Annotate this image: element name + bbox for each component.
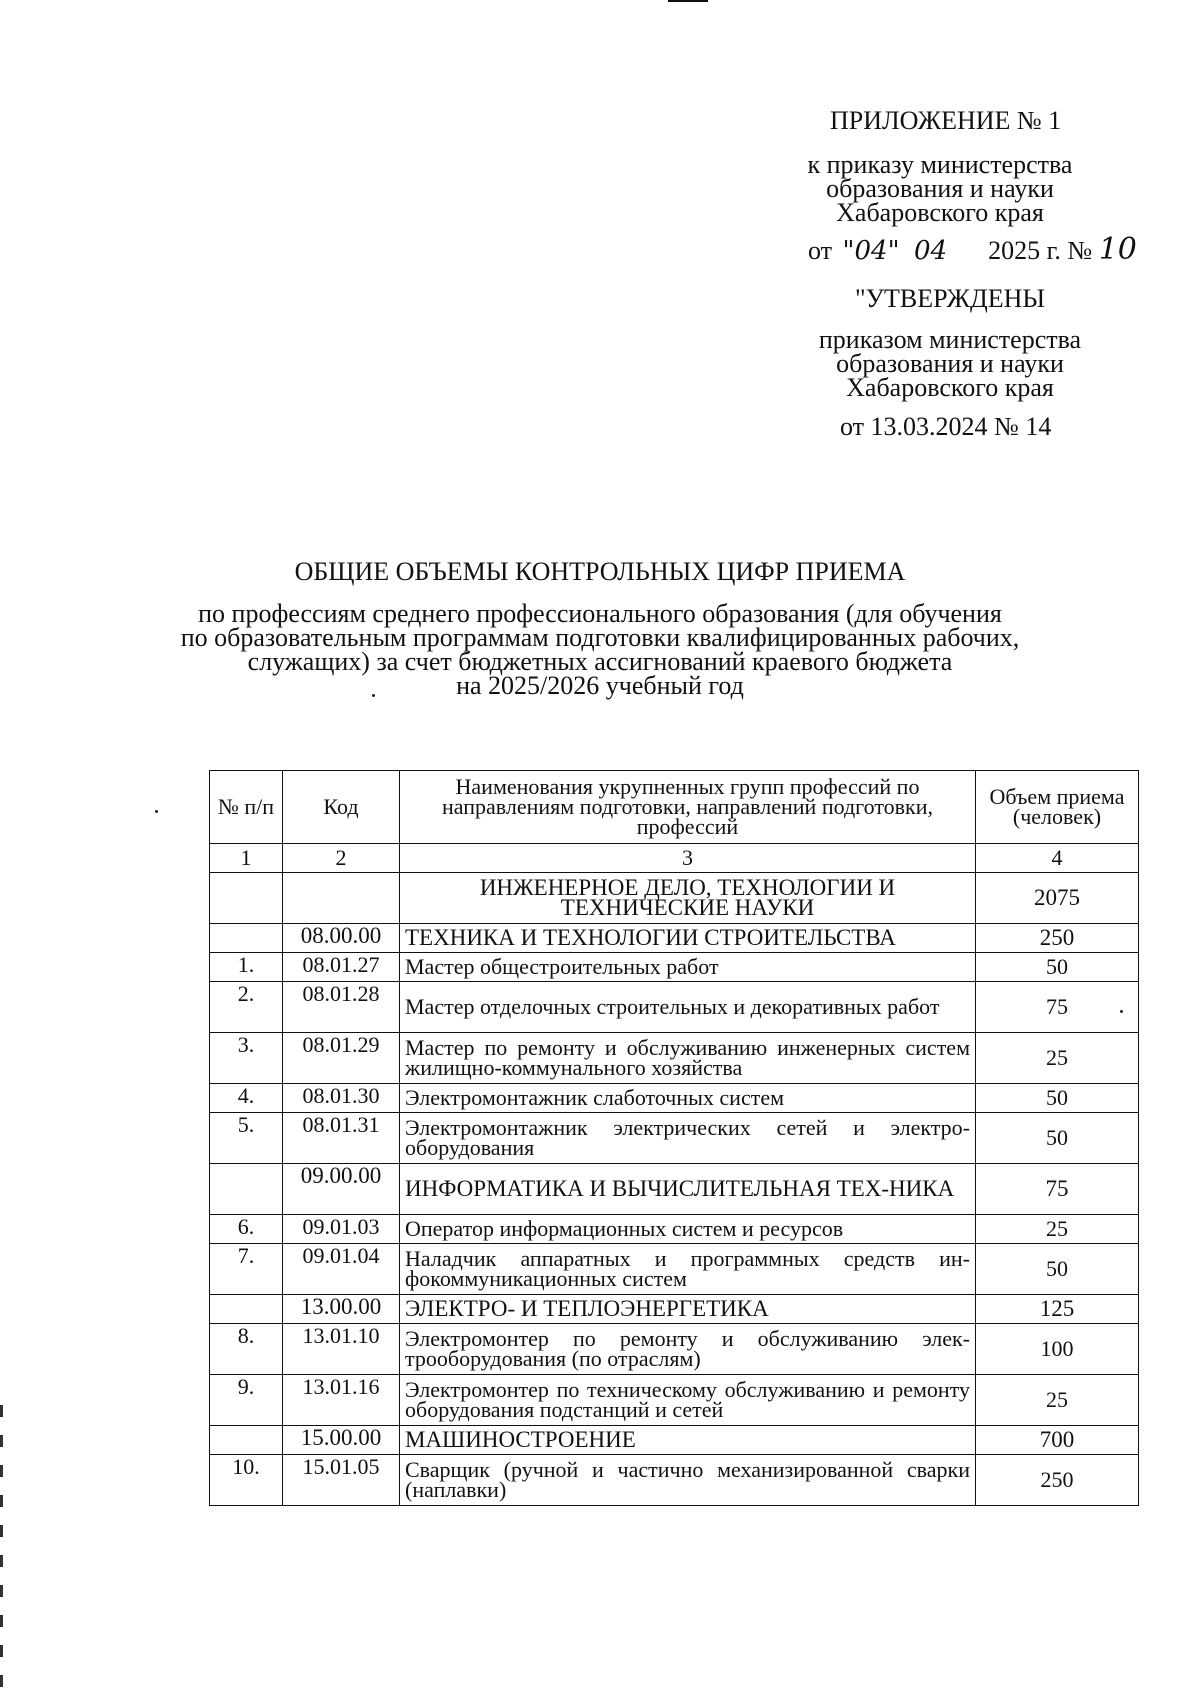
row-name: ЭЛЕКТРО- И ТЕПЛОЭНЕРГЕТИКА bbox=[400, 1295, 976, 1324]
row-name: ИНФОРМАТИКА И ВЫЧИСЛИТЕЛЬНАЯ ТЕХ-НИКА bbox=[400, 1164, 976, 1215]
approved-date: от 13.03.2024 № 14 bbox=[840, 412, 1052, 441]
row-volume: 50 bbox=[976, 1113, 1139, 1164]
row-number: 4. bbox=[210, 1084, 283, 1113]
row-code: 13.00.00 bbox=[283, 1295, 400, 1324]
row-name: Мастер общестроительных работ bbox=[400, 953, 976, 982]
column-number: 3 bbox=[400, 844, 976, 873]
control-figures-table bbox=[209, 770, 1139, 1506]
row-name: МАШИНОСТРОЕНИЕ bbox=[400, 1426, 976, 1455]
row-code: 09.01.04 bbox=[283, 1244, 400, 1295]
row-volume: 250 bbox=[976, 1455, 1139, 1506]
order-day-handwritten: "04" bbox=[842, 236, 900, 266]
table-row bbox=[210, 1113, 1139, 1164]
row-number: 1. bbox=[210, 953, 283, 982]
column-number-row bbox=[210, 844, 1139, 873]
row-name: Сварщик (ручной и частично механизированной сварки (наплавки) bbox=[400, 1455, 976, 1506]
row-name: Электромонтажник слаботочных систем bbox=[400, 1084, 976, 1113]
table-row bbox=[210, 1295, 1139, 1324]
row-number bbox=[210, 873, 283, 924]
appendix-title: ПРИЛОЖЕНИЕ № 1 bbox=[830, 106, 1062, 135]
header-volume: Объем приема (человек) bbox=[976, 771, 1139, 844]
row-name: Электромонтер по техническому обслуживанию и ремонту оборудования подстанций и сетей bbox=[400, 1375, 976, 1426]
row-volume: 100 bbox=[976, 1324, 1139, 1375]
table-row bbox=[210, 873, 1139, 924]
table-row bbox=[210, 1033, 1139, 1084]
row-volume: 50 bbox=[976, 1084, 1139, 1113]
row-code: 08.00.00 bbox=[283, 924, 400, 953]
row-code: 13.01.16 bbox=[283, 1375, 400, 1426]
row-number: 7. bbox=[210, 1244, 283, 1295]
row-number: 5. bbox=[210, 1113, 283, 1164]
appendix-line: Хабаровского края bbox=[836, 198, 1044, 227]
order-prefix: от bbox=[808, 236, 833, 265]
order-date-line bbox=[808, 232, 1137, 267]
column-number: 2 bbox=[283, 844, 400, 873]
row-number: 2. bbox=[210, 982, 283, 1033]
row-code: 13.01.10 bbox=[283, 1324, 400, 1375]
document-title-main: ОБЩИЕ ОБЪЕМЫ КОНТРОЛЬНЫХ ЦИФР ПРИЕМА bbox=[294, 557, 906, 586]
table-row bbox=[210, 1375, 1139, 1426]
table-row bbox=[210, 982, 1139, 1033]
approved-title: "УТВЕРЖДЕНЫ bbox=[855, 284, 1046, 313]
row-volume: 2075 bbox=[976, 873, 1139, 924]
row-code: 08.01.31 bbox=[283, 1113, 400, 1164]
row-number: 9. bbox=[210, 1375, 283, 1426]
row-code: 08.01.30 bbox=[283, 1084, 400, 1113]
row-code: 09.01.03 bbox=[283, 1215, 400, 1244]
appendix-reference bbox=[790, 150, 1090, 227]
order-month-handwritten: 04 bbox=[914, 236, 948, 266]
approved-reference bbox=[800, 325, 1100, 402]
row-name: Наладчик аппаратных и программных средств ин-фокоммуникационных систем bbox=[400, 1244, 976, 1295]
table-row bbox=[210, 1084, 1139, 1113]
row-volume: 50 bbox=[976, 1244, 1139, 1295]
scan-speck bbox=[372, 694, 375, 697]
approved-line: образования и науки bbox=[836, 349, 1064, 378]
document-title-line: на 2025/2026 учебный год bbox=[456, 671, 744, 700]
table-row bbox=[210, 1426, 1139, 1455]
appendix-line: к приказу министерства bbox=[807, 150, 1073, 179]
row-number bbox=[210, 1164, 283, 1215]
row-number bbox=[210, 1426, 283, 1455]
appendix-line: образования и науки bbox=[826, 174, 1054, 203]
row-volume: 75 bbox=[976, 1164, 1139, 1215]
row-number: 3. bbox=[210, 1033, 283, 1084]
table-row bbox=[210, 1164, 1139, 1215]
document-title bbox=[160, 557, 1040, 700]
order-year: 2025 г. № bbox=[988, 236, 1093, 265]
row-volume: 250 bbox=[976, 924, 1139, 953]
top-edge-mark bbox=[668, 0, 708, 2]
document-title-line: по образовательным программам подготовки квалифицированных рабочих, bbox=[180, 623, 1020, 652]
row-volume: 75 bbox=[976, 982, 1139, 1033]
row-name: Электромонтер по ремонту и обслуживанию элек-трооборудования (по отраслям) bbox=[400, 1324, 976, 1375]
row-name: Мастер отделочных строительных и декоративных работ bbox=[400, 982, 976, 1033]
row-name: Электромонтажник электрических сетей и электро-оборудования bbox=[400, 1113, 976, 1164]
column-number: 1 bbox=[210, 844, 283, 873]
row-name: ТЕХНИКА И ТЕХНОЛОГИИ СТРОИТЕЛЬСТВА bbox=[400, 924, 976, 953]
header-code: Код bbox=[283, 771, 400, 844]
table-row bbox=[210, 924, 1139, 953]
row-code: 08.01.29 bbox=[283, 1033, 400, 1084]
row-number bbox=[210, 924, 283, 953]
row-code: 08.01.27 bbox=[283, 953, 400, 982]
row-name: ИНЖЕНЕРНОЕ ДЕЛО, ТЕХНОЛОГИИ И ТЕХНИЧЕСКИЕ НАУКИ bbox=[400, 873, 976, 924]
table-row bbox=[210, 1324, 1139, 1375]
row-volume: 50 bbox=[976, 953, 1139, 982]
row-number: 6. bbox=[210, 1215, 283, 1244]
table-row bbox=[210, 953, 1139, 982]
row-number bbox=[210, 1295, 283, 1324]
scan-speck bbox=[155, 810, 158, 813]
document-title-line: служащих) за счет бюджетных ассигнований краевого бюджета bbox=[247, 647, 953, 676]
row-volume: 25 bbox=[976, 1215, 1139, 1244]
row-volume: 25 bbox=[976, 1375, 1139, 1426]
header-num: № п/п bbox=[210, 771, 283, 844]
row-volume: 125 bbox=[976, 1295, 1139, 1324]
table-row bbox=[210, 1244, 1139, 1295]
row-name: Мастер по ремонту и обслуживанию инженерных систем жилищно-коммунального хозяйства bbox=[400, 1033, 976, 1084]
approved-line: Хабаровского края bbox=[846, 373, 1054, 402]
left-edge-marks bbox=[0, 1405, 3, 1705]
row-volume: 25 bbox=[976, 1033, 1139, 1084]
row-code bbox=[283, 873, 400, 924]
document-title-line: по профессиям среднего профессионального образования (для обучения bbox=[198, 599, 1002, 628]
table-header-row bbox=[210, 771, 1139, 844]
row-number: 8. bbox=[210, 1324, 283, 1375]
header-name: Наименования укрупненных групп профессий по направлениям подготовки, направлений подготовки, профессий bbox=[400, 771, 976, 844]
table-row bbox=[210, 1455, 1139, 1506]
row-code: 15.01.05 bbox=[283, 1455, 400, 1506]
approved-line: приказом министерства bbox=[818, 325, 1082, 354]
row-name: Оператор информационных систем и ресурсов bbox=[400, 1215, 976, 1244]
table-row bbox=[210, 1215, 1139, 1244]
row-code: 08.01.28 bbox=[283, 982, 400, 1033]
order-number-handwritten: 10 bbox=[1098, 232, 1137, 267]
row-code: 15.00.00 bbox=[283, 1426, 400, 1455]
row-number: 10. bbox=[210, 1455, 283, 1506]
column-number: 4 bbox=[976, 844, 1139, 873]
row-volume: 700 bbox=[976, 1426, 1139, 1455]
row-code: 09.00.00 bbox=[283, 1164, 400, 1215]
